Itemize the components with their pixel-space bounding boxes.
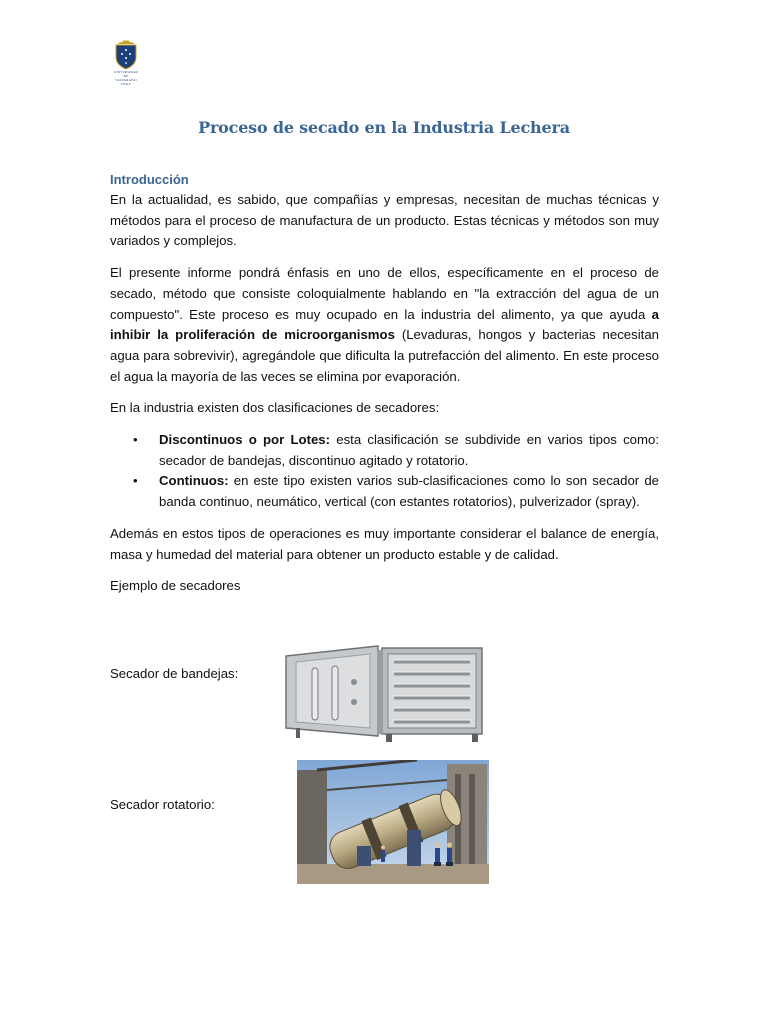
example-2-label: Secador rotatorio: <box>110 797 215 812</box>
tray-dryer-image <box>282 640 494 744</box>
paragraph-2 <box>110 263 659 387</box>
paragraph-4: Además en estos tipos de operaciones es muy importante considerar el balance de energía, masa y humedad del material para obtener un producto estable y de calidad. <box>110 525 659 562</box>
paragraph-2-end: (Levaduras, hongos y bacterias necesitan agua para sobrevivir), agregándole que dificulta la putrefacción del alimento. En este proceso el agua la mayoría de las veces se elimina por evaporación. <box>110 327 659 384</box>
list-item <box>133 471 659 512</box>
examples-heading: Ejemplo de secadores <box>110 578 241 594</box>
dryer-classification-list <box>110 430 659 513</box>
paragraph-2-start: El presente informe pondrá énfasis en uno de ellos, específicamente en el proceso de secado, método que consiste coloquialmente hablando en "la extracción del agua de un compuesto". Este proceso es muy ocupado en la industria del alimento, ya que ayuda <box>110 265 659 322</box>
rotary-dryer-image <box>297 760 489 884</box>
example-1-label: Secador de bandejas: <box>110 666 239 681</box>
list-item-text: esta clasificación se subdivide en varios tipos como: secador de bandejas, discontinuo agitado y rotatorio. <box>159 432 659 468</box>
document-title: Proceso de secado en la Industria Lechera <box>198 118 570 137</box>
crest-icon <box>110 40 142 70</box>
university-logo <box>110 40 142 92</box>
document-body <box>110 170 659 608</box>
paragraph-3: En la industria existen dos clasificaciones de secadores: <box>110 400 440 416</box>
paragraph-2-bold: a inhibir la proliferación de microorganismos <box>110 306 659 343</box>
list-item-text: en este tipo existen varios sub-clasificaciones como lo son secador de banda continuo, neumático, vertical (con estantes rotatorios), pulverizador (spray). <box>159 473 659 510</box>
bullet-icon: • <box>133 473 138 489</box>
list-item-bold: Discontinuos o por Lotes: <box>159 432 331 448</box>
list-item-bold: Continuos: <box>159 473 229 489</box>
intro-heading: Introducción <box>110 172 189 187</box>
paragraph-1: En la actualidad, es sabido, que compañías y empresas, necesitan de muchas técnicas y métodos para el proceso de manufactura de un producto. Estas técnicas y métodos son muy variados y complejos. <box>110 192 659 249</box>
logo-text: UNIVERSIDAD DE VALPARAÍSO CHILE <box>114 70 138 86</box>
list-item <box>133 430 659 471</box>
bullet-icon: • <box>133 432 138 448</box>
